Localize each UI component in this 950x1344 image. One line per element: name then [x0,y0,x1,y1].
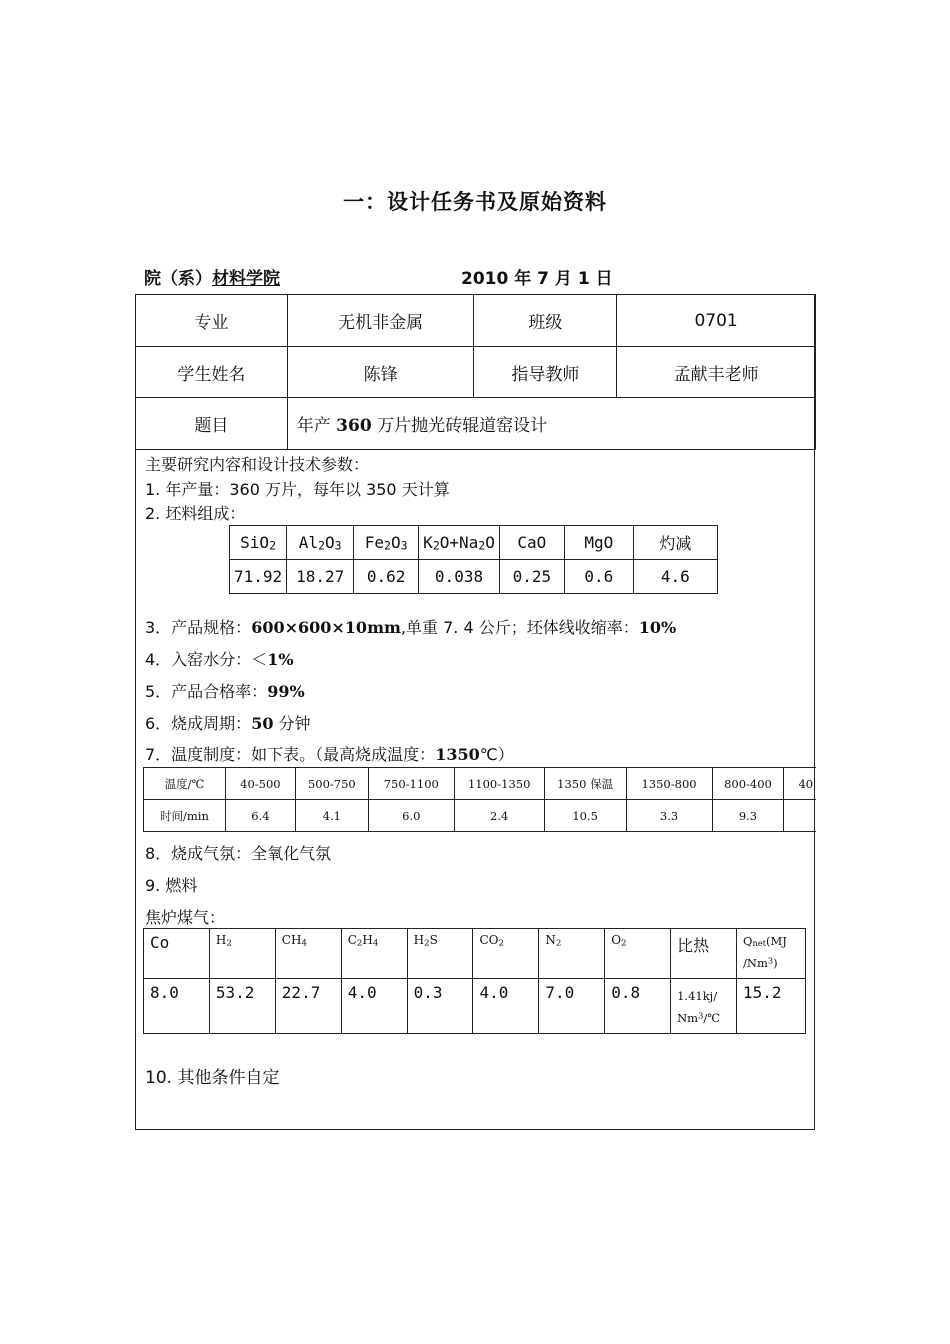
temp-range: 40 [784,768,816,800]
comp-header: $K_2O+Na_2O$ [419,526,500,560]
item-4: 4．入窑水分：＜1% [145,650,294,669]
gas-header: $O_2$ [605,929,671,979]
comp-header: CaO [499,526,564,560]
topic-label: 题目 [136,398,288,450]
item-3: 3．产品规格：600×600×10mm,单重 7. 4 公斤；坯体线收缩率：10% [145,618,677,637]
content-intro: 主要研究内容和设计技术参数： [145,455,370,474]
header-table [135,294,816,450]
time-value: 2.4 [454,800,544,832]
temp-range: 800-400 [712,768,784,800]
temp-range: 1350-800 [626,768,712,800]
class-value: 0701 [617,295,816,347]
temp-row-label: 温度/℃ [144,768,226,800]
comp-header: $Al_2O_3$ [287,526,354,560]
student-value: 陈锋 [287,347,474,398]
department [144,264,280,289]
comp-value: 18.27 [287,560,354,594]
gas-value: 4.0 [341,979,407,1034]
gas-header: $C_2H_4$ [341,929,407,979]
time-value: 9.3 [712,800,784,832]
department-value: 材料学院 [212,269,280,289]
gas-header: $Q_{net}(MJ$ /Nm$^3$) [737,929,806,979]
comp-header: MgO [564,526,633,560]
gas-header: $H_2S$ [407,929,473,979]
temp-range: 40-500 [225,768,295,800]
comp-value: 0.25 [499,560,564,594]
gas-header: $CH_4$ [275,929,341,979]
item-7: 7．温度制度：如下表。（最高烧成温度：1350℃） [145,745,514,764]
item-2: 2. 坯料组成： [145,504,246,523]
gas-value: 7.0 [539,979,605,1034]
item-5: 5．产品合格率：99% [145,682,305,701]
department-label: 院（系） [144,269,212,289]
gas-value: 0.3 [407,979,473,1034]
time-value: 3.3 [626,800,712,832]
major-label: 专业 [136,295,288,347]
comp-value: 71.92 [230,560,287,594]
comp-header: $Fe_2O_3$ [354,526,419,560]
gas-value: 22.7 [275,979,341,1034]
student-label: 学生姓名 [136,347,288,398]
gas-value: 4.0 [473,979,539,1034]
comp-value: 0.038 [419,560,500,594]
comp-value: 4.6 [633,560,717,594]
page-title: 一：设计任务书及原始资料 [343,190,607,214]
temp-range: 500-750 [295,768,368,800]
comp-header: 灼减 [633,526,717,560]
date: 2010 年 7 月 1 日 [461,269,613,289]
gas-header: 比热 [671,929,737,979]
comp-header: SiO$_2$ [230,526,287,560]
topic-value: 年产 360 万片抛光砖辊道窑设计 [287,398,815,450]
time-value: 10.5 [544,800,626,832]
gas-value: 8.0 [144,979,210,1034]
comp-value: 0.62 [354,560,419,594]
time-row-label: 时间/min [144,800,226,832]
item-8: 8．烧成气氛：全氧化气氛 [145,844,332,863]
fuel-title: 焦炉煤气： [145,908,226,927]
advisor-label: 指导教师 [474,347,617,398]
gas-value: 1.41kj/ Nm$^3$/℃ [671,979,737,1034]
item-9: 9. 燃料 [145,876,198,895]
item-6: 6．烧成周期：50 分钟 [145,714,311,733]
gas-value: 15.2 [737,979,806,1034]
gas-value: 0.8 [605,979,671,1034]
time-value [784,800,816,832]
temp-range: 750-1100 [368,768,454,800]
gas-header: $CO_2$ [473,929,539,979]
gas-header: Co [144,929,210,979]
composition-table [229,525,718,594]
comp-value: 0.6 [564,560,633,594]
temperature-table [143,767,816,832]
class-label: 班级 [474,295,617,347]
advisor-value: 孟献丰老师 [617,347,816,398]
gas-table [143,928,806,1034]
temp-range: 1100-1350 [454,768,544,800]
gas-header: $H_2$ [209,929,275,979]
temp-range: 1350 保温 [544,768,626,800]
time-value: 6.4 [225,800,295,832]
gas-value: 53.2 [209,979,275,1034]
major-value: 无机非金属 [287,295,474,347]
gas-header: $N_2$ [539,929,605,979]
item-10: 10. 其他条件自定 [145,1068,280,1088]
item-1: 1. 年产量：360 万片，每年以 350 天计算 [145,480,450,499]
time-value: 4.1 [295,800,368,832]
time-value: 6.0 [368,800,454,832]
